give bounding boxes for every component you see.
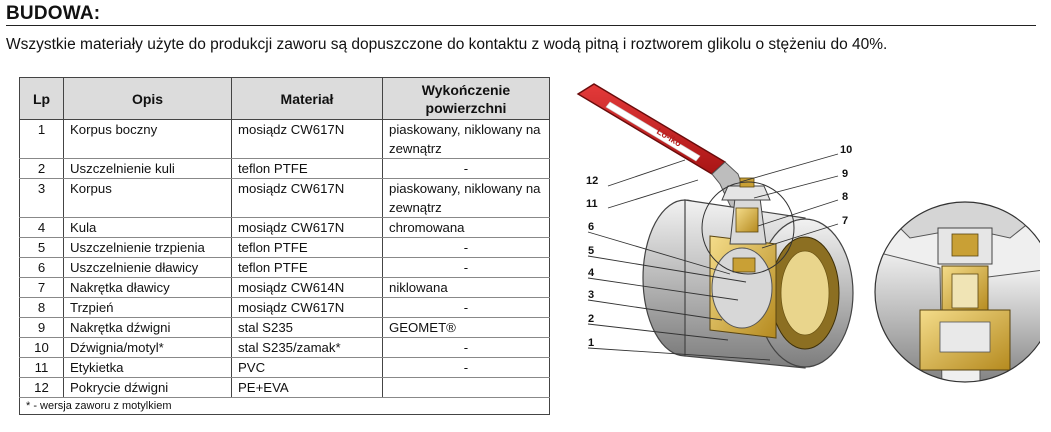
cell-lp: 5 <box>20 238 64 258</box>
table-row <box>20 278 550 298</box>
handle-label: Lo-iko <box>654 126 684 149</box>
cell-finish: - <box>383 358 550 378</box>
table-row <box>20 238 550 258</box>
table-row <box>20 179 550 218</box>
cell-lp: 4 <box>20 218 64 238</box>
cell-finish <box>383 378 550 398</box>
cell-opis: Uszczelnienie dławicy <box>64 258 232 278</box>
cell-lp: 11 <box>20 358 64 378</box>
cell-opis: Trzpień <box>64 298 232 318</box>
cell-opis: Pokrycie dźwigni <box>64 378 232 398</box>
table-row <box>20 258 550 278</box>
table-row <box>20 120 550 159</box>
cell-lp: 10 <box>20 338 64 358</box>
cell-material: PVC <box>232 358 383 378</box>
cell-finish: GEOMET® <box>383 318 550 338</box>
table-row <box>20 159 550 179</box>
cell-material: PE+EVA <box>232 378 383 398</box>
table-header-row <box>20 78 550 120</box>
cell-opis: Kula <box>64 218 232 238</box>
cell-opis: Uszczelnienie trzpienia <box>64 238 232 258</box>
cell-opis: Dźwignia/motyl* <box>64 338 232 358</box>
callout-1: 1 <box>588 337 595 349</box>
callout-7: 7 <box>842 215 849 227</box>
cell-finish: piaskowany, niklowany na zewnątrz <box>383 120 550 159</box>
heading-underline <box>6 25 1036 26</box>
cell-material: mosiądz CW617N <box>232 120 383 159</box>
table-row <box>20 298 550 318</box>
table-row <box>20 318 550 338</box>
cell-finish: piaskowany, niklowany na zewnątrz <box>383 179 550 218</box>
table-row <box>20 218 550 238</box>
cell-material: mosiądz CW614N <box>232 278 383 298</box>
zoom-detail <box>860 198 1040 388</box>
cell-finish: - <box>383 338 550 358</box>
cell-material: teflon PTFE <box>232 238 383 258</box>
header-material: Materiał <box>232 78 383 120</box>
cell-finish: - <box>383 159 550 179</box>
callout-9: 9 <box>842 168 849 180</box>
cell-finish: - <box>383 298 550 318</box>
cell-finish: chromowana <box>383 218 550 238</box>
cell-material: mosiądz CW617N <box>232 179 383 218</box>
callout-12: 12 <box>586 175 599 187</box>
callout-5: 5 <box>588 245 595 257</box>
header-opis: Opis <box>64 78 232 120</box>
cell-material: teflon PTFE <box>232 159 383 179</box>
cell-material: mosiądz CW617N <box>232 298 383 318</box>
intro-text: Wszystkie materiały użyte do produkcji zaworu są dopuszczone do kontaktu z wodą pitną i roztworem glikolu o stężeniu do 40%. <box>6 36 888 53</box>
cell-opis: Nakrętka dźwigni <box>64 318 232 338</box>
header-finish: Wykończenie powierzchni <box>383 78 550 120</box>
table-row <box>20 338 550 358</box>
parts-table <box>19 77 550 415</box>
cell-opis: Korpus boczny <box>64 120 232 159</box>
cell-opis: Uszczelnienie kuli <box>64 159 232 179</box>
cell-material: stal S235/zamak* <box>232 338 383 358</box>
header-lp: Lp <box>20 78 64 120</box>
cell-material: mosiądz CW617N <box>232 218 383 238</box>
section-heading: BUDOWA: <box>6 3 101 24</box>
callout-8: 8 <box>842 191 849 203</box>
cell-lp: 8 <box>20 298 64 318</box>
cell-lp: 9 <box>20 318 64 338</box>
cell-opis: Korpus <box>64 179 232 218</box>
cell-material: teflon PTFE <box>232 258 383 278</box>
cell-lp: 1 <box>20 120 64 159</box>
footnote-row <box>20 398 550 415</box>
callout-6: 6 <box>588 221 595 233</box>
ball-valve-drawing <box>570 78 1040 390</box>
cell-lp: 2 <box>20 159 64 179</box>
cell-finish: niklowana <box>383 278 550 298</box>
callout-4: 4 <box>588 267 595 279</box>
callout-3: 3 <box>588 289 595 301</box>
cell-lp: 12 <box>20 378 64 398</box>
cell-lp: 6 <box>20 258 64 278</box>
callout-2: 2 <box>588 313 595 325</box>
cell-lp: 7 <box>20 278 64 298</box>
cell-material: stal S235 <box>232 318 383 338</box>
valve-body <box>643 178 853 368</box>
callout-10: 10 <box>840 144 853 156</box>
cell-finish: - <box>383 238 550 258</box>
table-row <box>20 358 550 378</box>
cell-opis: Nakrętka dławicy <box>64 278 232 298</box>
callout-11: 11 <box>586 198 598 210</box>
cell-lp: 3 <box>20 179 64 218</box>
cell-opis: Etykietka <box>64 358 232 378</box>
footnote: * - wersja zaworu z motylkiem <box>20 398 550 415</box>
cell-finish: - <box>383 258 550 278</box>
table-row <box>20 378 550 398</box>
